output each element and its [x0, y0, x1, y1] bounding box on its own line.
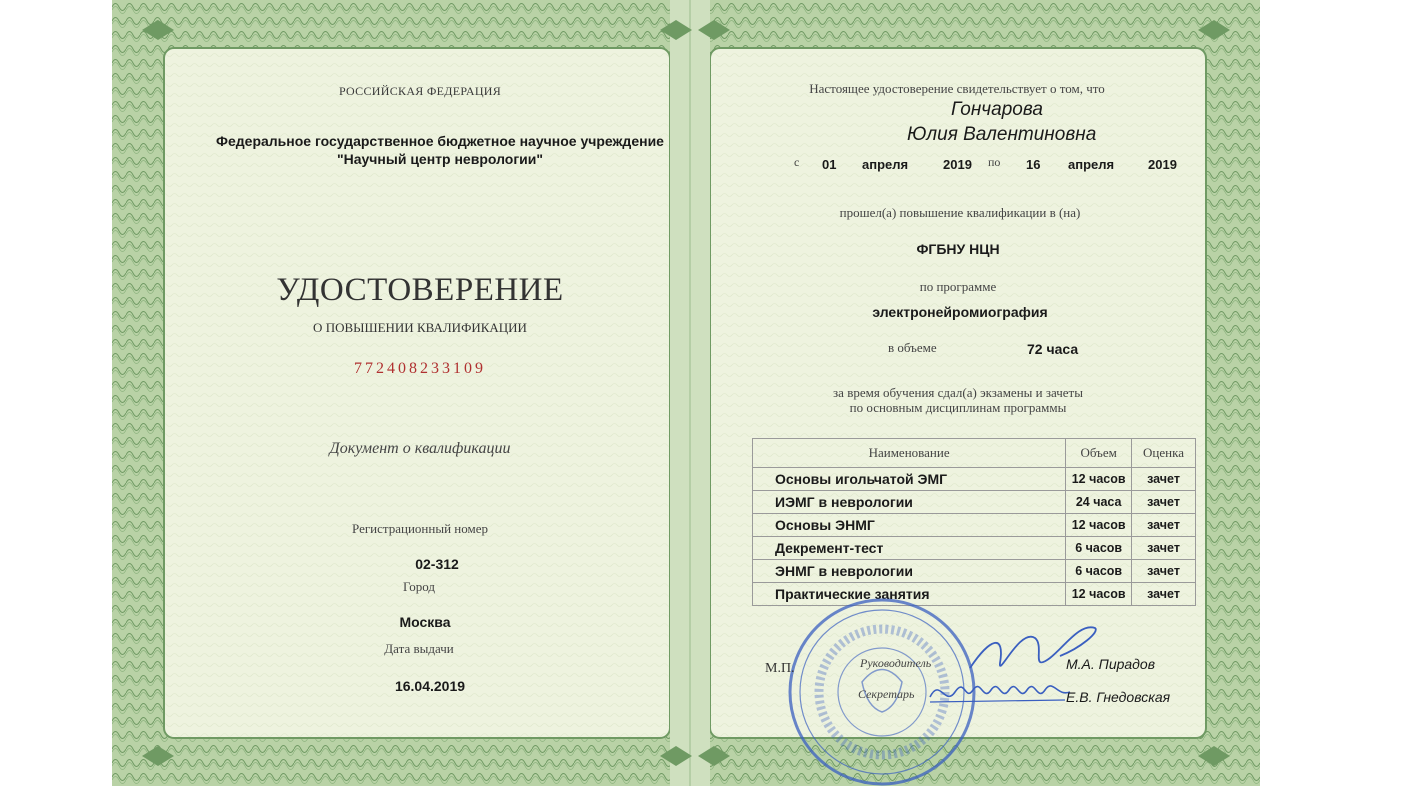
given-names: Юлия Валентиновна — [907, 124, 1097, 145]
from-year: 2019 — [943, 157, 972, 172]
institution-line1: Федеральное государственное бюджетное научное учреждение — [216, 133, 664, 149]
table-row — [753, 560, 1196, 583]
registration-label: Регистрационный номер — [352, 521, 488, 536]
discipline-name: Основы игольчатой ЭМГ — [753, 468, 1066, 491]
discipline-volume: 12 часов — [1066, 468, 1132, 491]
program-name: электронейромиография — [872, 304, 1048, 320]
from-prefix: с — [794, 155, 800, 169]
discipline-name: Основы ЭНМГ — [753, 514, 1066, 537]
to-prefix: по — [988, 155, 1001, 169]
discipline-grade: зачет — [1132, 560, 1196, 583]
head-name: М.А. Пирадов — [1066, 656, 1156, 672]
secretary-label: Секретарь — [858, 687, 915, 701]
to-month: апреля — [1068, 157, 1115, 172]
secretary-signature — [925, 672, 1075, 712]
table-header-row — [753, 439, 1196, 468]
table-row — [753, 468, 1196, 491]
discipline-volume: 6 часов — [1066, 537, 1132, 560]
table-row — [753, 537, 1196, 560]
header-name: Наименование — [753, 439, 1066, 468]
organization: ФГБНУ НЦН — [916, 241, 1000, 257]
discipline-grade: зачет — [1132, 468, 1196, 491]
table-row — [753, 491, 1196, 514]
discipline-grade: зачет — [1132, 537, 1196, 560]
issue-date: 16.04.2019 — [394, 678, 466, 694]
city-value: Москва — [399, 614, 451, 630]
discipline-volume: 12 часов — [1066, 583, 1132, 606]
document-subtitle: О ПОВЫШЕНИИ КВАЛИФИКАЦИИ — [313, 320, 527, 335]
institution-line2: "Научный центр неврологии" — [336, 151, 544, 167]
discipline-grade: зачет — [1132, 514, 1196, 537]
document-type: Документ о квалификации — [329, 440, 511, 457]
discipline-volume: 12 часов — [1066, 514, 1132, 537]
intro-text: Настоящее удостоверение свидетельствует о том, что — [809, 81, 1105, 96]
issue-date-label: Дата выдачи — [384, 641, 454, 656]
discipline-volume: 6 часов — [1066, 560, 1132, 583]
passed-text: прошел(а) повышение квалификации в (на) — [839, 205, 1081, 220]
header-volume: Объем — [1066, 439, 1132, 468]
surname: Гончарова — [951, 99, 1043, 120]
from-day: 01 — [822, 157, 837, 172]
city-label: Город — [402, 579, 436, 594]
discipline-grade: зачет — [1132, 491, 1196, 514]
mp-label: М.П. — [765, 661, 795, 676]
to-year: 2019 — [1148, 157, 1177, 172]
discipline-volume: 24 часа — [1066, 491, 1132, 514]
registration-number: 02-312 — [415, 556, 459, 572]
discipline-name: ЭНМГ в неврологии — [753, 560, 1066, 583]
serial-number: 772408233109 — [354, 360, 486, 377]
volume-value: 72 часа — [1027, 341, 1079, 357]
discipline-name: Декремент-тест — [753, 537, 1066, 560]
to-day: 16 — [1026, 157, 1041, 172]
country-label: РОССИЙСКАЯ ФЕДЕРАЦИЯ — [338, 84, 502, 98]
discipline-grade: зачет — [1132, 583, 1196, 606]
from-month: апреля — [862, 157, 909, 172]
document-title: УДОСТОВЕРЕНИЕ — [276, 272, 564, 308]
discipline-name: ИЭМГ в неврологии — [753, 491, 1066, 514]
table-row — [753, 514, 1196, 537]
exams-line1: за время обучения сдал(а) экзамены и зачеты — [833, 385, 1083, 400]
exams-line2: по основным дисциплинам программы — [849, 400, 1067, 415]
discipline-name: Практические занятия — [753, 583, 1066, 606]
disciplines-table — [752, 438, 1196, 606]
head-label: Руководитель — [860, 656, 932, 670]
volume-label: в объеме — [888, 340, 937, 355]
header-grade: Оценка — [1132, 439, 1196, 468]
secretary-name: Е.В. Гнедовская — [1066, 689, 1171, 705]
program-label: по программе — [919, 279, 997, 294]
